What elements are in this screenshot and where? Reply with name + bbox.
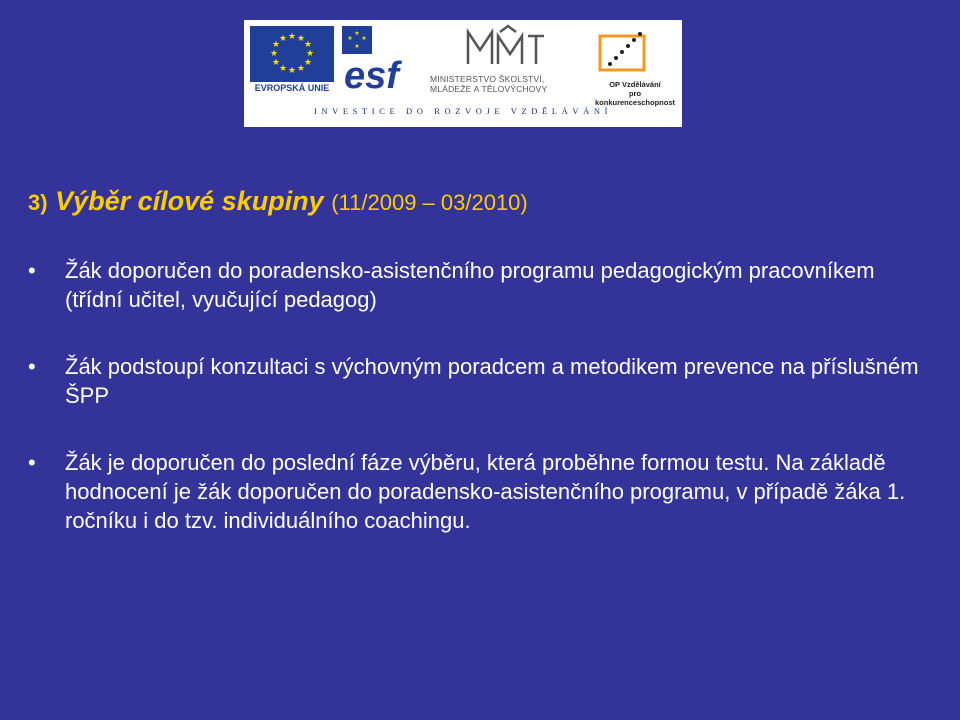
- msmt-line-1: MINISTERSTVO ŠKOLSTVÍ,: [430, 74, 545, 84]
- op-line-2: pro konkurenceschopnost: [594, 89, 676, 107]
- svg-text:★: ★: [305, 49, 315, 59]
- svg-text:★: ★: [303, 58, 313, 68]
- msmt-text: [430, 74, 580, 94]
- heading-number: 3): [28, 190, 48, 215]
- svg-text:★: ★: [347, 35, 353, 42]
- eu-label: EVROPSKÁ UNIE: [254, 83, 330, 93]
- logo-banner: [244, 20, 682, 127]
- bullet-text: Žák doporučen do poradensko-asistenčního programu pedagogickým pracovníkem (třídní učitel, vyučující pedagog): [65, 258, 875, 312]
- bullet-icon: •: [28, 258, 36, 283]
- op-line-1: OP Vzdělávání: [609, 80, 661, 89]
- investment-strip: INVESTICE DO ROZVOJE VZDĚLÁVÁNÍ: [313, 106, 613, 116]
- svg-text:★: ★: [303, 40, 313, 50]
- esf-text: esf: [344, 55, 399, 96]
- bullet-text: Žák je doporučen do poslední fáze výběru, která proběhne formou testu. Na základě hodnocení je žák doporučen do poradensko-asistenčního programu, v případě žáka 1. ročníku i do tzv. individuálního coachingu.: [65, 450, 906, 533]
- msmt-line-2: MLÁDEŽE A TĚLOVÝCHOVY: [430, 84, 548, 94]
- svg-text:★: ★: [278, 34, 288, 44]
- bullet-text: Žák podstoupí konzultaci s výchovným poradcem a metodikem prevence na příslušném ŠPP: [65, 354, 919, 408]
- msmt-logo-icon: [428, 24, 578, 112]
- svg-text:★: ★: [278, 64, 288, 74]
- svg-text:★: ★: [296, 64, 306, 74]
- op-text: [588, 80, 682, 107]
- eu-flag-icon: [250, 26, 334, 82]
- svg-text:★: ★: [271, 58, 281, 68]
- bullet-icon: •: [28, 354, 36, 379]
- svg-text:★: ★: [361, 35, 367, 42]
- svg-text:★: ★: [296, 34, 306, 44]
- svg-text:★: ★: [287, 32, 297, 42]
- section-heading: [28, 186, 928, 217]
- svg-text:★: ★: [271, 40, 281, 50]
- svg-text:★: ★: [269, 49, 279, 59]
- bullet-icon: •: [28, 450, 36, 475]
- esf-logo-icon: [342, 26, 420, 96]
- svg-text:★: ★: [354, 43, 360, 50]
- svg-text:★: ★: [287, 66, 297, 76]
- svg-text:★: ★: [354, 30, 360, 37]
- heading-title: Výběr cílové skupiny: [55, 186, 324, 216]
- heading-date: (11/2009 – 03/2010): [331, 190, 528, 215]
